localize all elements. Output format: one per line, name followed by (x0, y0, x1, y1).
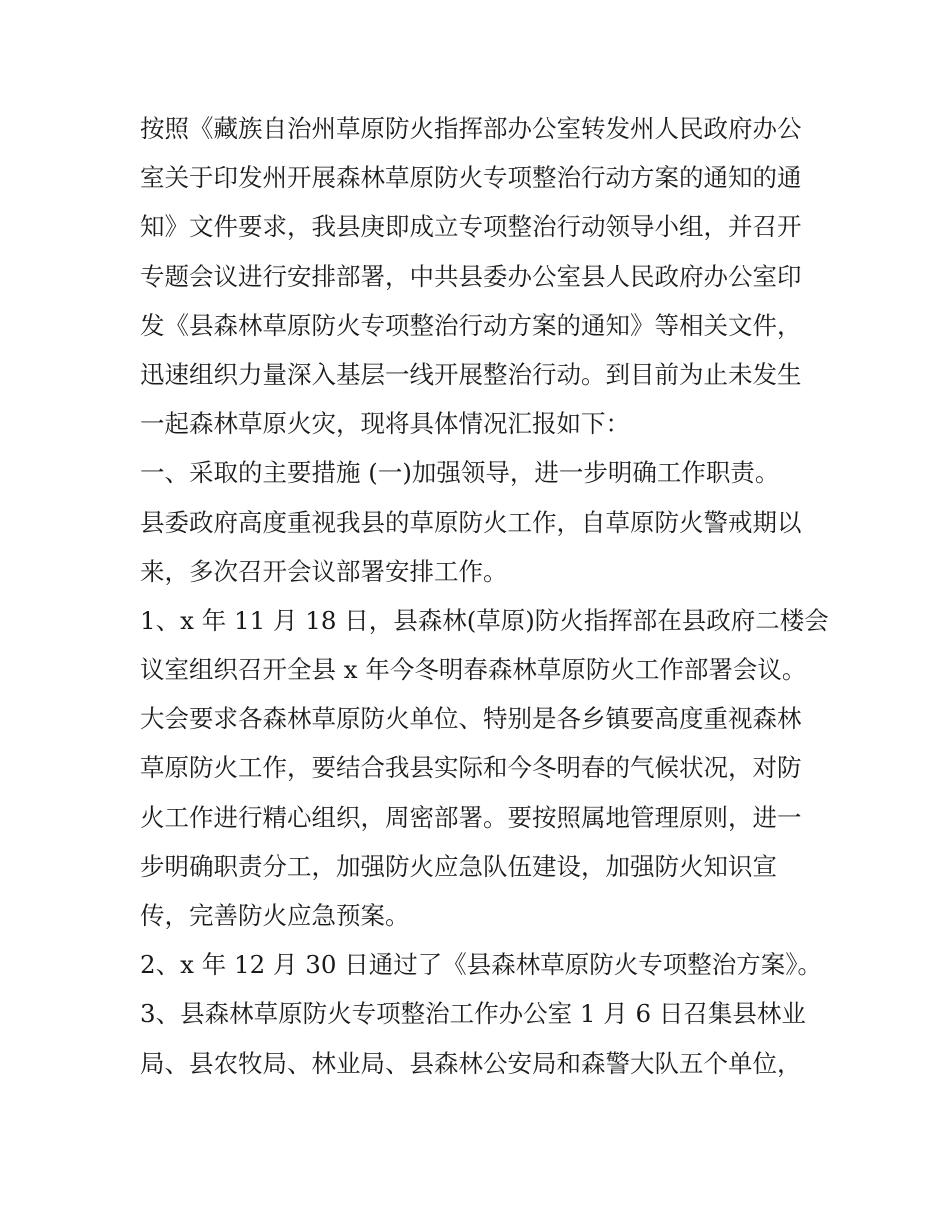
paragraph-line: 专题会议进行安排部署，中共县委办公室县人民政府办公室印 (140, 261, 802, 291)
numbered-item-line: 3、县森林草原防火专项整治工作办公室 1 月 6 日召集县林业 (140, 999, 806, 1029)
document-body (140, 104, 829, 1088)
paragraph-line: 局、县农牧局、林业局、县森林公安局和森警大队五个单位， (140, 1048, 802, 1078)
paragraph-line: 知》文件要求，我县庚即成立专项整治行动领导小组，并召开 (140, 212, 802, 242)
paragraph-line: 火工作进行精心组织，周密部署。要按照属地管理原则，进一 (140, 802, 802, 832)
paragraph-line: 按照《藏族自治州草原防火指挥部办公室转发州人民政府办公 (140, 114, 802, 143)
section-heading-line: 一、采取的主要措施 (一)加强领导，进一步明确工作职责。 (140, 458, 780, 488)
paragraph-line: 发《县森林草原防火专项整治行动方案的通知》等相关文件， (140, 310, 802, 340)
paragraph-line: 议室组织召开全县 x 年今冬明春森林草原防火工作部署会议。 (140, 655, 807, 685)
paragraph-line: 县委政府高度重视我县的草原防火工作，自草原防火警戒期以 (140, 507, 802, 537)
paragraph-line: 步明确职责分工，加强防火应急队伍建设，加强防火知识宣 (140, 851, 777, 881)
paragraph-line: 大会要求各森林草原防火单位、特别是各乡镇要高度重视森林 (140, 704, 802, 734)
numbered-item-line: 1、x 年 11 月 18 日，县森林(草原)防火指挥部在县政府二楼会 (140, 605, 829, 635)
paragraph-line: 室关于印发州开展森林草原防火专项整治行动方案的通知的通 (140, 163, 802, 193)
paragraph-line: 来，多次召开会议部署安排工作。 (140, 556, 508, 586)
numbered-item-line: 2、x 年 12 月 30 日通过了《县森林草原防火专项整治方案》。 (140, 950, 822, 980)
paragraph-line: 一起森林草原火灾，现将具体情况汇报如下： (140, 409, 630, 439)
paragraph-line: 传，完善防火应急预案。 (140, 901, 410, 930)
paragraph-line: 迅速组织力量深入基层一线开展整治行动。到目前为止未发生 (140, 359, 802, 389)
paragraph-line: 草原防火工作，要结合我县实际和今冬明春的气候状况，对防 (140, 753, 802, 783)
